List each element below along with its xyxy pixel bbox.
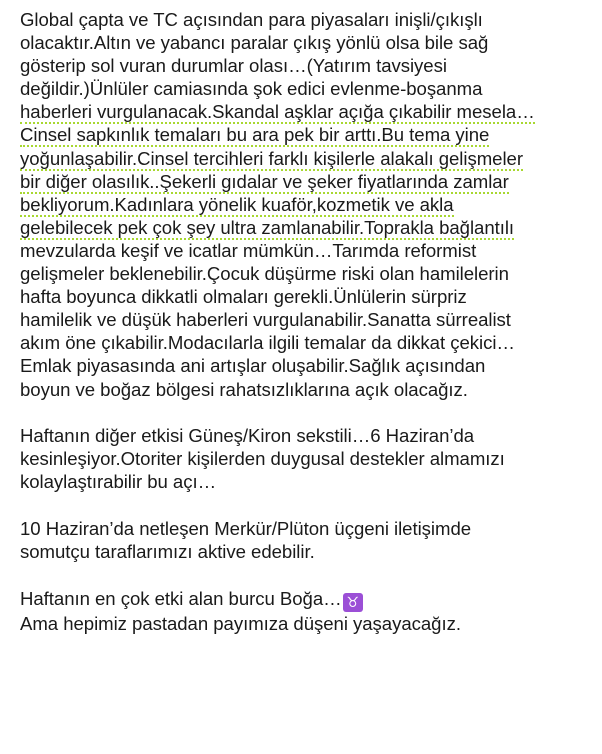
text-line (20, 216, 596, 239)
paragraph-mercury-pluto (20, 517, 596, 563)
text-line (20, 123, 596, 146)
taurus-text: Haftanın en çok etki alan burcu Boğa… (20, 587, 342, 609)
text-line: kesinleşiyor.Otoriter kişilerden duygusal destekler almamızı (20, 448, 505, 470)
text-line: kolaylaştırabilir bu açı… (20, 471, 217, 493)
highlighted-text: Cinsel sapkınlık temaları bu ara pek bir arttı.Bu tema yine (20, 124, 490, 146)
highlighted-text: bekliyorum.Kadınlara yönelik kuaför,kozmetik ve akla (20, 193, 454, 215)
text-line: akım öne çıkabilir.Modacılarla ilgili temalar da dikkat çekici… (20, 332, 515, 354)
text-line: Ama hepimiz pastadan payımıza düşeni yaşayacağız. (20, 612, 461, 634)
text-line: 10 Haziran’da netleşen Merkür/Plüton üçgeni iletişimde (20, 517, 472, 539)
paragraph-taurus (20, 587, 596, 635)
text-line: değildir.)Ünlüler camiasında şok edici evlenme-boşanma (20, 78, 483, 100)
taurus-sign-icon: ♉ (343, 593, 363, 612)
text-line: Emlak piyasasında ani artışlar oluşabilir.Sağlık açısından (20, 355, 486, 377)
highlighted-text: haberleri vurgulanacak.Skandal aşklar açığa çıkabilir mesela… (20, 101, 535, 123)
highlighted-text: gelebilecek pek çok şey ultra zamlanabilir.Toprakla bağlantılı (20, 216, 515, 238)
paragraph-sun-chiron (20, 424, 596, 493)
text-line (20, 170, 596, 193)
text-line: olacaktır.Altın ve yabancı paralar çıkış yönlü olsa bile sağ (20, 32, 489, 54)
text-line (20, 100, 596, 123)
paragraph-spacer (20, 401, 596, 425)
text-line (20, 587, 596, 612)
text-line: somutçu taraflarımızı aktive edebilir. (20, 540, 315, 562)
highlighted-text: bir diğer olasılık..Şekerli gıdalar ve şeker fiyatlarında zamlar (20, 170, 509, 192)
text-line: gelişmeler beklenebilir.Çocuk düşürme riski olan hamilelerin (20, 263, 509, 285)
text-line (20, 193, 596, 216)
text-line: hamilelik ve düşük haberleri vurgulanabilir.Sanatta sürrealist (20, 309, 511, 331)
text-line: mevzularda keşif ve icatlar mümkün…Tarımda reformist (20, 239, 477, 261)
text-line (20, 147, 596, 170)
text-line: gösterip sol vuran durumlar olası…(Yatırım tavsiyesi (20, 55, 447, 77)
text-line: Haftanın diğer etkisi Güneş/Kiron sekstili…6 Haziran’da (20, 425, 475, 447)
paragraph-markets (20, 8, 596, 401)
text-line: hafta boyunca dikkatli olmaları gerekli.Ünlülerin sürpriz (20, 286, 467, 308)
paragraph-spacer (20, 563, 596, 587)
paragraph-spacer (20, 493, 596, 517)
article-body (20, 8, 596, 635)
highlighted-text: yoğunlaşabilir.Cinsel tercihleri farklı kişilerle alakalı gelişmeler (20, 147, 523, 169)
text-line: boyun ve boğaz bölgesi rahatsızlıklarına açık olacağız. (20, 378, 468, 400)
text-line: Global çapta ve TC açısından para piyasaları inişli/çıkışlı (20, 9, 483, 30)
